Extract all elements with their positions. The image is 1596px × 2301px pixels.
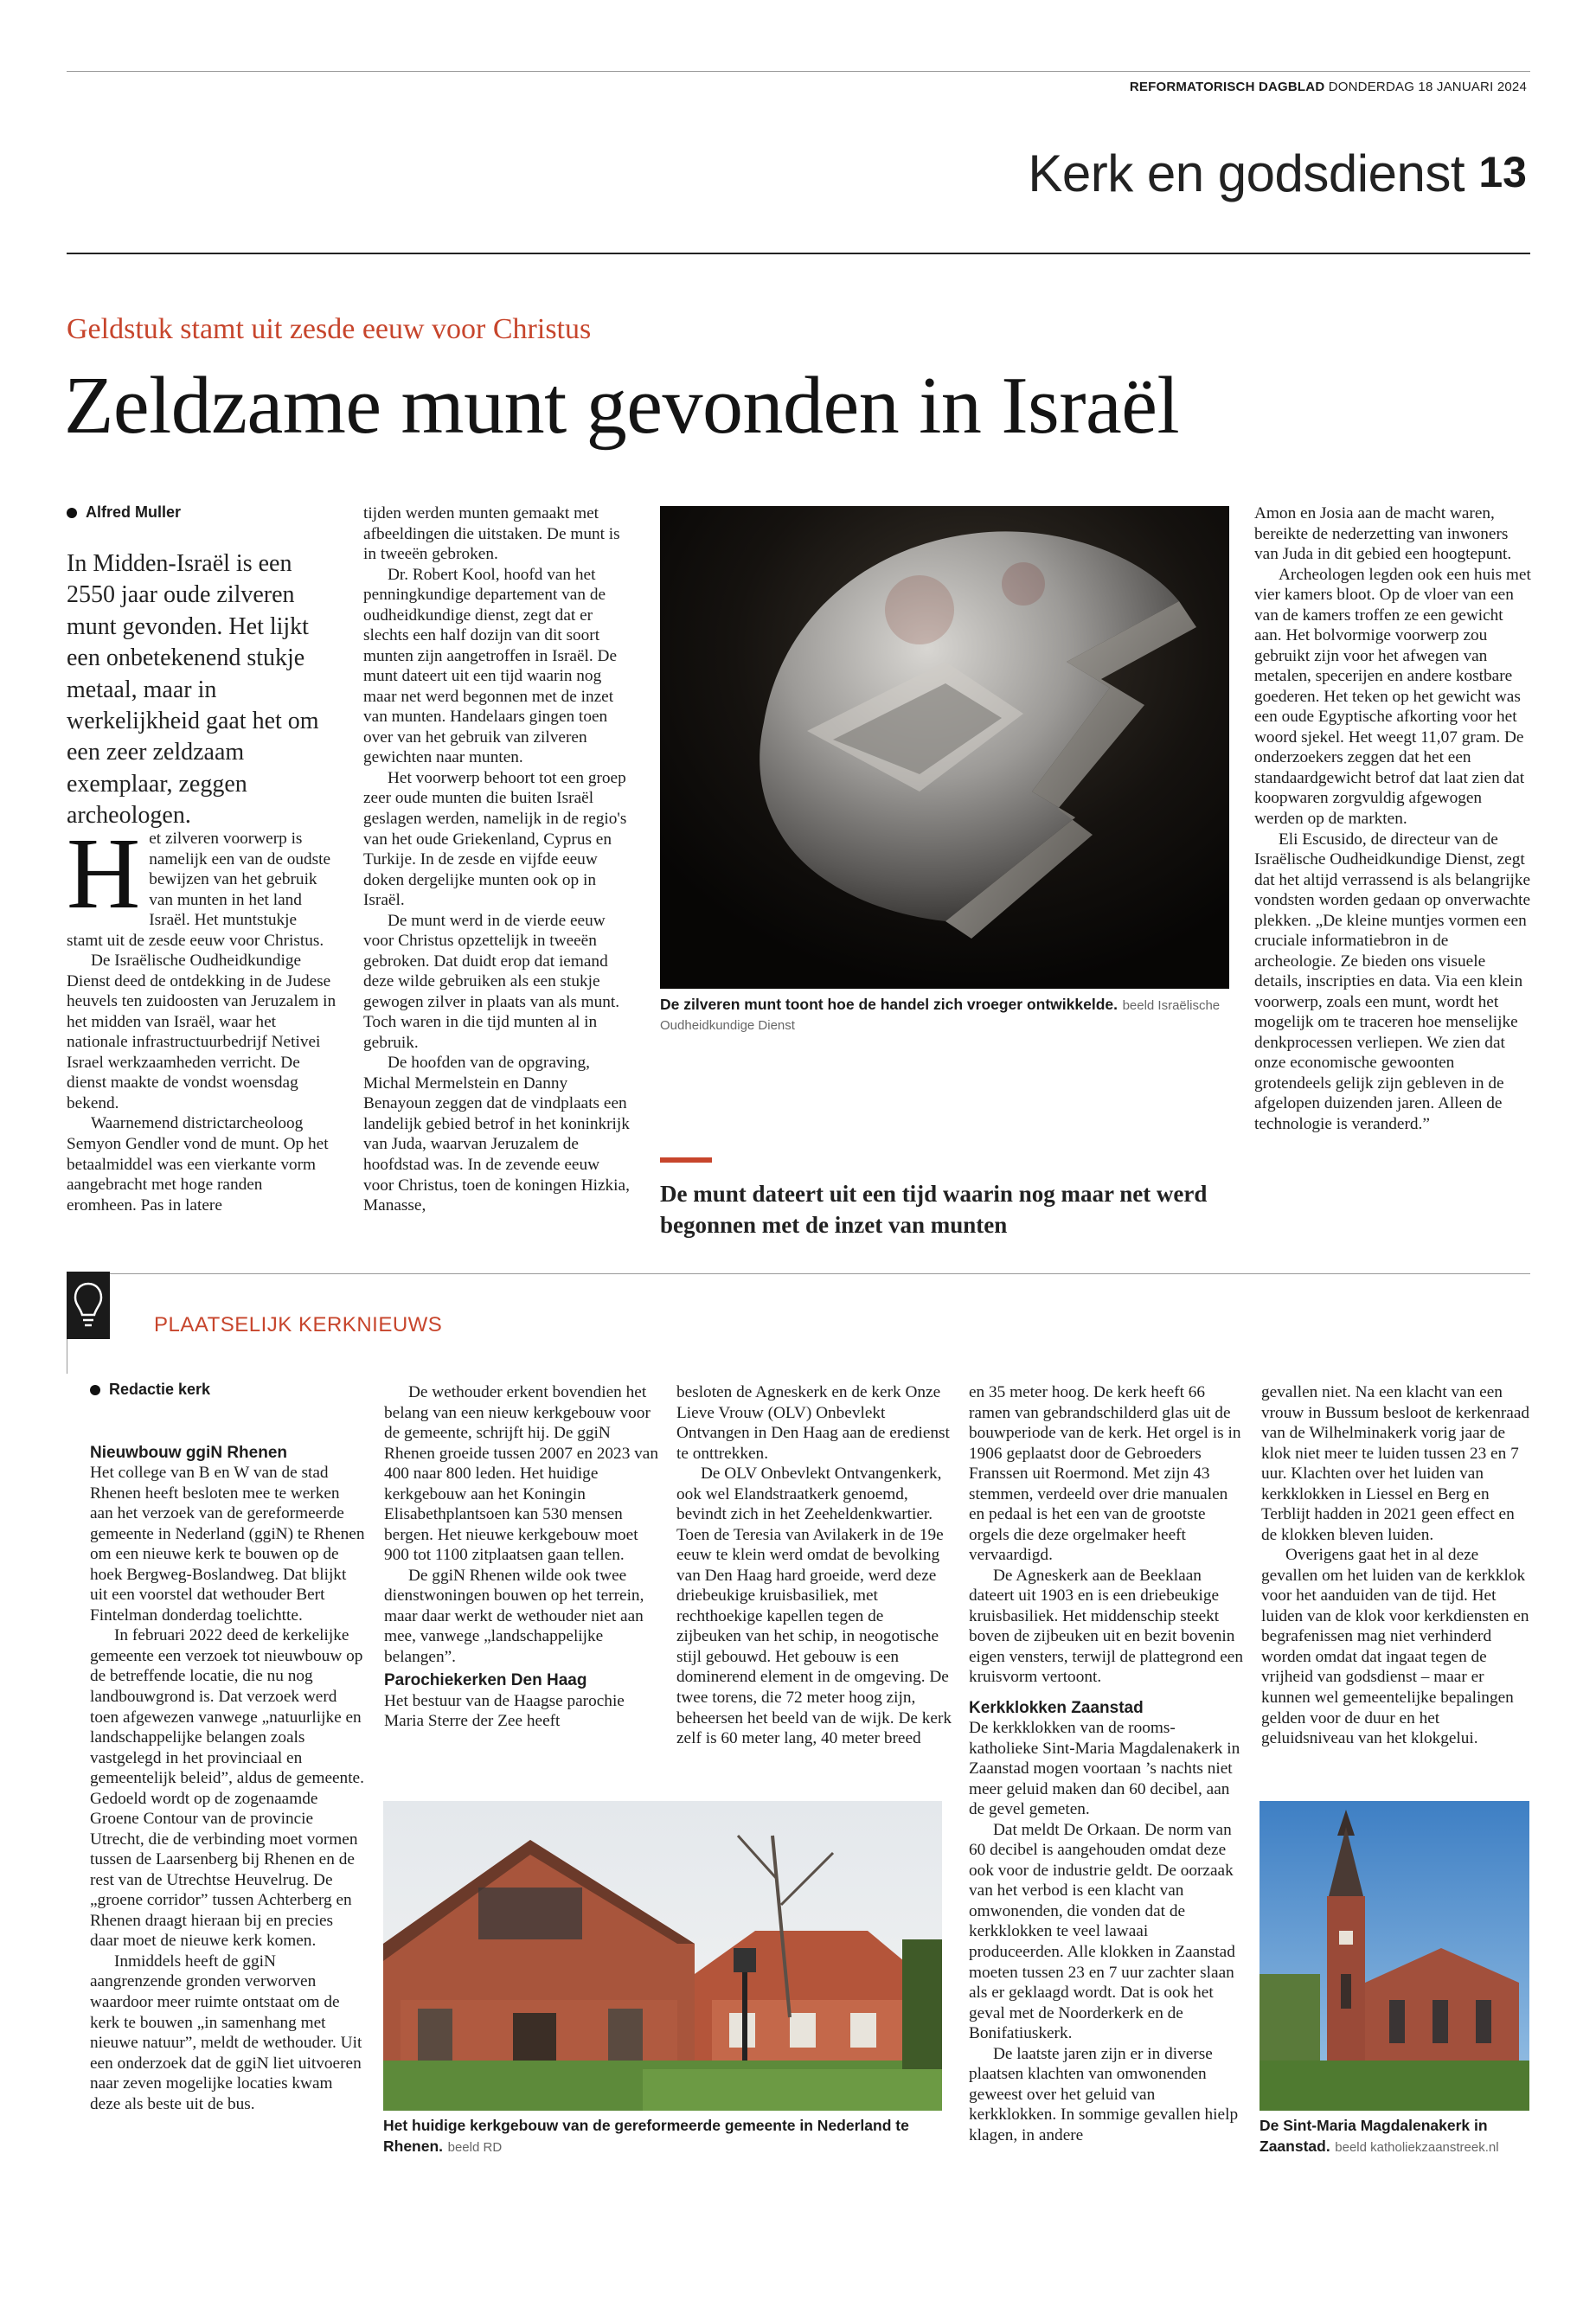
col2-p5: De hoofden van de opgraving, Michal Mermelstein en Danny Benayoun zeggen dat de vindplaats een landelijk gebied betrof in het koninkrijk van Juda, waarvan Jeruzalem de hoofdstad was. In de zevende eeuw voor Christus, toen de koningen Hizkia, Manasse, bbox=[363, 1054, 630, 1215]
article-col-2 bbox=[363, 503, 633, 1216]
article-col-4 bbox=[1254, 503, 1531, 1134]
kerknieuws-byline-text: Redactie kerk bbox=[109, 1381, 211, 1398]
article-lead: In Midden-Israël is een 2550 jaar oude zilveren munt gevonden. Het lijkt een onbetekenend stukje metaal, maar in werkelijkheid gaat het om een zeer zeldzaam exemplaar, zeggen archeologen. bbox=[67, 550, 319, 830]
col4-p1: Amon en Josia aan de macht waren, bereikte de nederzetting van inwoners van Juda in dit gebied een hoogtepunt. bbox=[1254, 504, 1512, 564]
col1-first: et zilveren voorwerp is namelijk een van de oudste bewijzen van het gebruik van munten in het land Israël. Het muntstukje stamt uit de zesde eeuw voor Christus. bbox=[67, 830, 331, 950]
subhead-zaanstad: Kerkklokken Zaanstad bbox=[969, 1698, 1144, 1717]
coin-caption-credit: beeld Israëlische Oudheidkundige Dienst bbox=[660, 998, 1221, 1033]
article-kicker: Geldstuk stamt uit zesde eeuw voor Christus bbox=[67, 313, 592, 345]
kerknieuws-byline bbox=[90, 1381, 210, 1399]
kn-c1-p2: In februari 2022 deed de kerkelijke gemeente een verzoek tot nieuwbouw op de betreffende locatie, die nu nog landbouwgrond is. Dat verzoek werd toen afgewezen vanwege „natuurlijke en landschappelijke belangen zoals vastgelegd in het provinciaal en gemeentelijk beleid”, aldus de gemeente. Gedoeld wordt op de zogenaamde Groene Contour van de provincie Utrecht, die de verbinding moet vormen tussen de Laarsenberg bij Rhenen en de rest van de Utrechtse Heuvelrug. De „groene corridor” tussen Achterberg en Rhenen draagt hieraan bij en precies daar moet de nieuwe kerk komen. bbox=[90, 1626, 364, 1951]
zaanstad-church-photo bbox=[1259, 1801, 1529, 2111]
kn-c4-p5: De laatste jaren zijn er in diverse plaatsen klachten van omwonenden geweest over het geluid van kerkklokken. In sommige gevallen hielp klagen, in andere bbox=[969, 2044, 1239, 2144]
kn-c4-p1: en 35 meter hoog. De kerk heeft 66 ramen van gebrandschilderd glas uit de bouwperiode van de kerk. Het orgel is in 1906 geplaatst door de Gebroeders Franssen uit Roermond. Met zijn 43 stemmen, verdeeld over drie manualen en pedaal is het een van de grootste orgels die deze orgelmaker heeft vervaardigd. bbox=[969, 1383, 1241, 1565]
kn-c1-p1: Het college van B en W van de stad Rhenen heeft besloten mee te werken aan het verzoek van de gereformeerde gemeente in Nederland (ggiN) te Rhenen om een nieuwe kerk te bouwen op de hoek Bergweg-Boslandweg. Dat blijkt uit een voorstel dat wethouder Bert Fintelman donderdag toelichtte. bbox=[90, 1464, 365, 1625]
col4-p3: Eli Escusido, de directeur van de Israëlische Oudheidkundige Dienst, zegt dat het altijd verrassend is als belangrijke vondsten worden gedaan op onverwachte plekken. „De kleine muntjes vormen een cruciale informatiebron in de archeologie. Ze bieden ons visuele details, inscripties en data. Via een klein voorwerp, zoals een munt, wordt het mogelijk om te traceren hoe menselijke denkprocessen verliepen. We zien dat onze economische gewoonten grotendeels gelijk zijn gebleven in de afgelopen duizenden jaren. Alleen de technologie is veranderd.” bbox=[1254, 830, 1531, 1133]
byline-text: Alfred Muller bbox=[86, 503, 182, 521]
page-number: 13 bbox=[1478, 148, 1527, 196]
col2-p2: Dr. Robert Kool, hoofd van het penningkundige departement van de oudheidkundige dienst, zegt dat er slechts een half dozijn van dit soort munten zijn aangetroffen in Israël. De munt dateert uit een tijd waarin nog maar net werd begonnen met de inzet van munten. Handelaars gingen toen over van het gebruik van zilveren gewichten naar munten. bbox=[363, 565, 618, 767]
zaanstad-caption-text: De Sint-Maria Magdalenakerk in Zaanstad. bbox=[1259, 2117, 1488, 2155]
article-col-1 bbox=[67, 817, 337, 1215]
kerknieuws-col-4 bbox=[969, 1382, 1244, 2145]
coin-caption bbox=[660, 995, 1231, 1035]
header-rule bbox=[67, 253, 1530, 254]
rhenen-church-photo bbox=[383, 1801, 942, 2111]
zaanstad-caption bbox=[1259, 2116, 1531, 2157]
kn-c1-p3: Inmiddels heeft de ggiN aangrenzende gronden verworven waardoor meer ruimte ontstaat om de kerk te bouwen „in samenhang met nieuwe natuur”, meldt de wethouder. Uit een onderzoek dat de ggiN liet uitvoeren naar zeven mogelijke locaties kwam deze als beste uit de bus. bbox=[90, 1952, 362, 2113]
kn-c4-p4: Dat meldt De Orkaan. De norm van 60 decibel is aangehouden omdat deze ook voor de industrie geldt. De oorzaak van het verbod is een klacht van omwonenden, die vonden dat de kerkklokken te veel lawaai produceerden. Alle klokken in Zaanstad moeten tussen 23 en 7 uur zachter slaan als er geklaagd wordt. Dat is ook het geval met de Noorderkerk en de Bonifatiuskerk. bbox=[969, 1820, 1235, 2043]
masthead bbox=[1130, 80, 1527, 94]
kerknieuws-label: PLAATSELIJK KERKNIEUWS bbox=[154, 1313, 443, 1336]
kerknieuws-col-2 bbox=[384, 1382, 659, 1732]
kn-c2-p2: De ggiN Rhenen wilde ook twee dienstwoningen bouwen op het terrein, maar daar werkt de wethouder niet aan mee, vanwege „landschappelijke belangen”. bbox=[384, 1566, 644, 1666]
col4-p2: Archeologen legden ook een huis met vier kamers bloot. Op de vloer van een van de kamers troffen ze een gewicht aan. Het bolvormige voorwerp zou gebruikt zijn voor het afwegen van metalen, specerijen en andere kostbare goederen. Het teken op het gewicht was een oude Egyptische afkorting voor het woord sjekel. Het weegt 11,07 gram. De onderzoekers zeggen dat het een standaardgewicht betrof dat laat zien dat koopwaren zorgvuldig afgewogen werden op de markten. bbox=[1254, 565, 1531, 828]
lightbulb-icon bbox=[67, 1272, 110, 1339]
kn-c4-p3: De kerkklokken van de rooms-katholieke Sint-Maria Magdalenakerk in Zaanstad mogen voortaan ’s nachts niet meer geluid maken dan 60 decibel, aan de gevel gemeten. bbox=[969, 1719, 1240, 1819]
kn-c5-p2: Overigens gaat het in al deze gevallen om het luiden van de kerkklok voor het aanduiden van de tijd. Het luiden van de klok voor kerkdiensten en begrafenissen mag niet verhinderd worden omdat dat ingaat tegen de vrijheid van godsdienst – maar er kunnen wel gemeentelijke bepalingen gelden voor de duur en het geluidsniveau van het klokgelui. bbox=[1261, 1546, 1529, 1748]
kn-c5-p1: gevallen niet. Na een klacht van een vrouw in Bussum besloot de kerkenraad van de Wilhelminakerk vorig jaar de klok niet meer te luiden tussen 23 en 7 uur. Klachten over het luiden van kerkklokken in Liessel en Berg en Terblijt hadden in 2021 geen effect en de klokken bleven luiden. bbox=[1261, 1383, 1530, 1544]
masthead-date: DONDERDAG 18 JANUARI 2024 bbox=[1328, 80, 1527, 94]
bullet-icon bbox=[67, 508, 77, 518]
dropcap: H bbox=[67, 817, 141, 930]
kerknieuws-col-1 bbox=[90, 1443, 365, 2114]
coin-photo bbox=[660, 506, 1229, 989]
section-title: Kerk en godsdienst bbox=[1028, 144, 1465, 202]
subhead-rhenen: Nieuwbouw ggiN Rhenen bbox=[90, 1444, 287, 1462]
rhenen-caption bbox=[383, 2116, 937, 2157]
col1-p3: Waarnemend districtarcheoloog Semyon Gendler vond de munt. Op het betaalmiddel was een vierkante vorm aangebracht met hoge randen eromheen. Pas in latere bbox=[67, 1114, 329, 1215]
top-rule bbox=[67, 71, 1530, 72]
col1-p2: De Israëlische Oudheidkundige Dienst deed de ontdekking in de Judese heuvels ten zuidoosten van Jeruzalem in het midden van Israël, waar het nationale infrastructuurbedrijf Netivei Israel werkzaamheden verricht. De dienst maakte de vondst woensdag bekend. bbox=[67, 952, 337, 1112]
masthead-paper: REFORMATORISCH DAGBLAD bbox=[1129, 80, 1325, 94]
kerknieuws-col-3 bbox=[676, 1382, 952, 1749]
kn-c4-p2: De Agneskerk aan de Beeklaan dateert uit 1903 en is een driebeukige kruisbasiliek. Het middenschip steekt boven de zijbeuken uit en bezit bovenin eigen vensters, terwijl de plattegrond een kruisvorm vertoont. bbox=[969, 1566, 1243, 1687]
kn-c3-p1: besloten de Agneskerk en de kerk Onze Lieve Vrouw (OLV) Onbevlekt Ontvangen in Den Haag aan de eredienst te onttrekken. bbox=[676, 1383, 950, 1463]
article-headline: Zeldzame munt gevonden in Israël bbox=[64, 361, 1180, 451]
col2-p4: De munt werd in de vierde eeuw voor Christus opzettelijk in tweeën gebroken. Dat duidt erop dat iemand deze wilde gebruiken als een stukje gewogen zilver in plaats van als munt. Toch waren in die tijd munten al in gebruik. bbox=[363, 911, 620, 1052]
kn-c2-p1: De wethouder erkent bovendien het belang van een nieuw kerkgebouw voor de gemeente, schrijft hij. De ggiN Rhenen groeide tussen 2007 en 2023 van 400 naar 800 leden. Het huidige kerkgebouw aan het Koningin Elisabethplantsoen kan 530 mensen bergen. Het nieuwe kerkgebouw moet 900 tot 1100 zitplaatsen gaan tellen. bbox=[384, 1383, 659, 1565]
kerknieuws-rule bbox=[67, 1273, 1530, 1274]
rhenen-caption-text: Het huidige kerkgebouw van de gereformeerde gemeente in Nederland te Rhenen. bbox=[383, 2117, 909, 2155]
rhenen-caption-credit: beeld RD bbox=[447, 2139, 503, 2155]
kerknieuws-icon-box bbox=[67, 1272, 110, 1339]
col2-p1: tijden werden munten gemaakt met afbeeldingen die uitstaken. De munt is in tweeën gebroken. bbox=[363, 504, 620, 564]
coin-caption-text: De zilveren munt toont hoe de handel zich vroeger ontwikkelde. bbox=[660, 996, 1118, 1013]
bullet-icon bbox=[90, 1385, 100, 1395]
subhead-den-haag: Parochiekerken Den Haag bbox=[384, 1671, 587, 1690]
zaanstad-caption-credit: beeld katholiekzaanstreek.nl bbox=[1335, 2139, 1499, 2155]
kn-c2-p3: Het bestuur van de Haagse parochie Maria Sterre der Zee heeft bbox=[384, 1691, 625, 1731]
article-byline bbox=[67, 503, 181, 522]
kerknieuws-col-5 bbox=[1261, 1382, 1531, 1749]
col2-p3: Het voorwerp behoort tot een groep zeer oude munten die buiten Israël geslagen werden, namelijk in de regio's van het oude Griekenland, Cyprus en Turkije. In de zesde en vijfde eeuw doken dergelijke munten ook op in Israël. bbox=[363, 768, 627, 910]
kn-c3-p2: De OLV Onbevlekt Ontvangenkerk, ook wel Elandstraatkerk genoemd, bevindt zich in het Zeeheldenkwartier. Toen de Teresia van Avilakerk in de 19e eeuw te klein werd omdat de bevolking van Den Haag hard groeide, werd deze driebeukige kruisbasiliek, met rechthoekige kapellen tegen de zijbeuken van het schip, in neogotische stijl gebouwd. Het gebouw is een dominerend element in de omgeving. De twee torens, die 72 meter hoog zijn, beheersen het beeld van de wijk. De kerk zelf is 60 meter lang, 40 meter breed bbox=[676, 1465, 952, 1748]
pullquote-bar bbox=[660, 1157, 712, 1163]
pullquote: De munt dateert uit een tijd waarin nog maar net werd begonnen met de inzet van munten bbox=[660, 1181, 1208, 1239]
